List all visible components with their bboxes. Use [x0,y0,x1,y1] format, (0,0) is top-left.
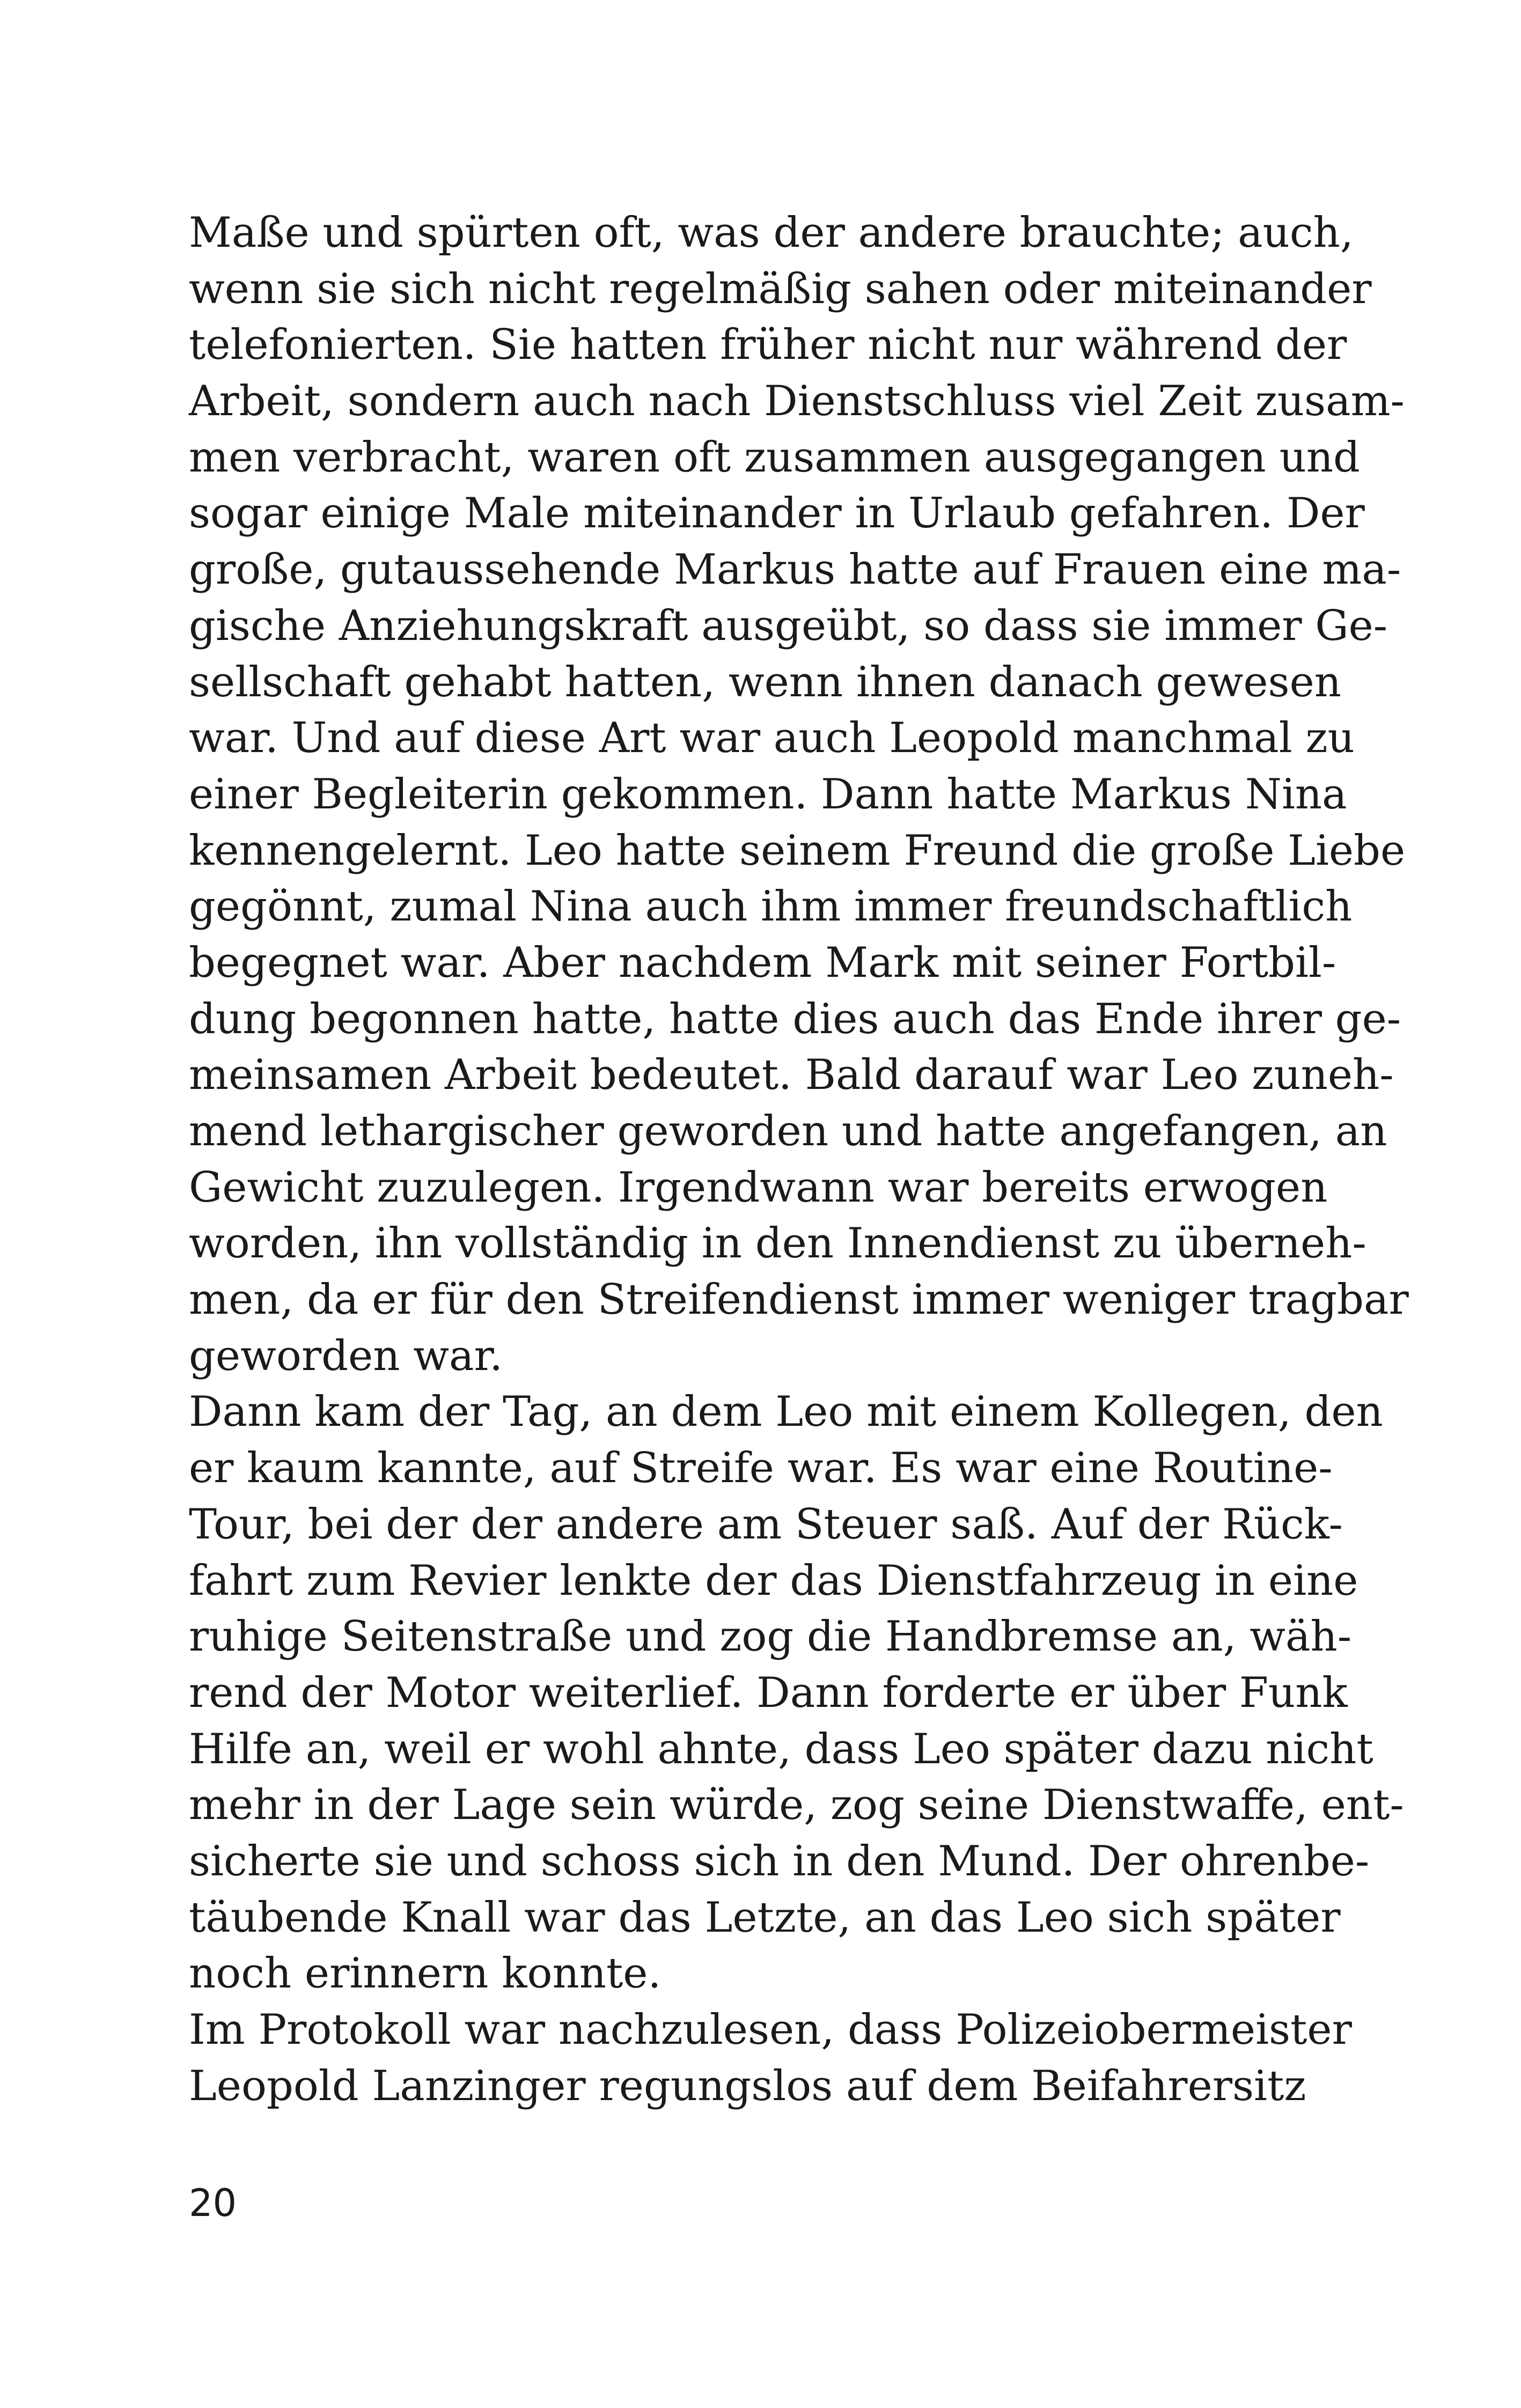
text-line: Maße und spürten oft, was der andere brauchte; auch, [189,209,1354,257]
paragraph [189,1384,1404,2002]
text-line: geworden war. [189,1331,503,1380]
text-line: mehr in der Lage sein würde, zog seine Dienstwaffe, ent- [189,1781,1404,1830]
text-line: meinsamen Arbeit bedeutet. Bald darauf war Leo zuneh- [189,1051,1394,1100]
text-line: sicherte sie und schoss sich in den Mund. Der ohrenbe- [189,1837,1370,1886]
paragraph [189,205,1409,1384]
paragraph [189,2002,1352,2114]
text-line: begegnet war. Aber nachdem Mark mit seiner Fortbil- [189,938,1336,987]
text-line: men verbracht, waren oft zusammen ausgegangen und [189,433,1360,482]
text-line: sogar einige Male miteinander in Urlaub gefahren. Der [189,489,1365,538]
text-line: dung begonnen hatte, hatte dies auch das Ende ihrer ge- [189,995,1401,1043]
text-line: worden, ihn vollständig in den Innendienst zu überneh- [189,1219,1366,1268]
text-line: wenn sie sich nicht regelmäßig sahen oder miteinander [189,264,1372,313]
text-line: Im Protokoll war nachzulesen, dass Polizeiobermeister [189,2006,1352,2054]
text-line: ruhige Seitenstraße und zog die Handbremse an, wäh- [189,1612,1352,1661]
text-line: noch erinnern konnte. [189,1949,662,1998]
text-line: Tour, bei der der andere am Steuer saß. Auf der Rück- [189,1500,1343,1549]
text-line: täubende Knall war das Letzte, an das Leo sich später [189,1893,1341,1942]
text-line: rend der Motor weiterlief. Dann forderte er über Funk [189,1668,1348,1717]
text-line: men, da er für den Streifendienst immer weniger tragbar [189,1276,1409,1324]
text-line: gische Anziehungskraft ausgeübt, so dass sie immer Ge- [189,601,1388,650]
text-line: Hilfe an, weil er wohl ahnte, dass Leo später dazu nicht [189,1725,1373,1773]
page-number: 20 [189,2181,237,2225]
text-line: war. Und auf diese Art war auch Leopold manchmal zu [189,714,1355,763]
text-line: er kaum kannte, auf Streife war. Es war eine Routine- [189,1444,1333,1493]
text-line: gegönnt, zumal Nina auch ihm immer freundschaftlich [189,882,1353,931]
text-line: telefonierten. Sie hatten früher nicht nur während der [189,321,1347,370]
text-line: kennengelernt. Leo hatte seinem Freund die große Liebe [189,826,1406,875]
text-line: fahrt zum Revier lenkte der das Dienstfahrzeug in eine [189,1556,1358,1605]
text-line: Arbeit, sondern auch nach Dienstschluss viel Zeit zusam- [189,377,1405,426]
text-line: große, gutaussehende Markus hatte auf Frauen eine ma- [189,546,1401,594]
text-line: einer Begleiterin gekommen. Dann hatte Markus Nina [189,770,1347,819]
text-line: Leopold Lanzinger regungslos auf dem Beifahrersitz [189,2061,1306,2110]
text-line: Dann kam der Tag, an dem Leo mit einem Kollegen, den [189,1388,1383,1437]
text-line: mend lethargischer geworden und hatte angefangen, an [189,1107,1387,1155]
text-line: sellschaft gehabt hatten, wenn ihnen danach gewesen [189,658,1341,706]
body-text [189,205,1409,2114]
text-line: Gewicht zuzulegen. Irgendwann war bereits erwogen [189,1163,1328,1212]
